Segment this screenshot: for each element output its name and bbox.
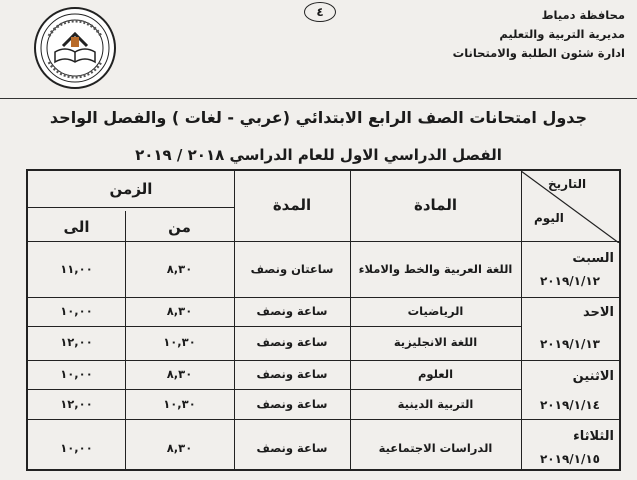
day-date: ٢٠١٩/١/١٢ bbox=[539, 274, 601, 288]
schedule-subtitle: الفصل الدراسي الاول للعام الدراسي ٢٠١٨ / ٢٠١٩ bbox=[135, 146, 502, 164]
issuer-block bbox=[425, 6, 625, 63]
header-divider bbox=[0, 98, 637, 99]
exam-duration: ساعتان ونصف bbox=[250, 262, 334, 276]
exam-subject: اللغة العربية والخط والاملاء bbox=[358, 262, 513, 276]
page-number: ٤ bbox=[304, 2, 336, 22]
department-name: ادارة شئون الطلبة والامتحانات bbox=[452, 46, 625, 60]
exam-start-time: ١٠,٣٠ bbox=[163, 335, 196, 349]
exam-subject: الرياضيات bbox=[407, 304, 464, 318]
day-date: ٢٠١٩/١/١٣ bbox=[539, 337, 601, 351]
header-to: الى bbox=[63, 218, 90, 236]
day-name: الاثنين bbox=[572, 369, 614, 384]
exam-duration: ساعة ونصف bbox=[256, 441, 328, 455]
header-duration: المدة bbox=[272, 196, 312, 214]
directorate-name: مديرية التربية والتعليم bbox=[499, 27, 625, 41]
day-date: ٢٠١٩/١/١٤ bbox=[539, 398, 601, 412]
header-day: اليوم bbox=[534, 211, 564, 225]
exam-subject: التربية الدينية bbox=[397, 397, 474, 411]
schedule-title: جدول امتحانات الصف الرابع الابتدائي (عربي - لغات ) والفصل الواحد bbox=[49, 108, 588, 127]
exam-start-time: ١٠,٣٠ bbox=[163, 397, 196, 411]
exam-end-time: ١٢,٠٠ bbox=[60, 335, 93, 349]
exam-duration: ساعة ونصف bbox=[256, 397, 328, 411]
day-name: الثلاثاء bbox=[573, 429, 614, 444]
exam-end-time: ١٠,٠٠ bbox=[60, 367, 93, 381]
exam-duration: ساعة ونصف bbox=[256, 367, 328, 381]
exam-end-time: ١٠,٠٠ bbox=[60, 441, 93, 455]
exam-start-time: ٨,٣٠ bbox=[166, 304, 193, 318]
exam-start-time: ٨,٣٠ bbox=[166, 367, 193, 381]
day-name: السبت bbox=[572, 251, 614, 266]
exam-start-time: ٨,٣٠ bbox=[166, 262, 193, 276]
exam-subject: العلوم bbox=[417, 367, 454, 381]
exam-subject: اللغة الانجليزية bbox=[393, 335, 478, 349]
exam-duration: ساعة ونصف bbox=[256, 304, 328, 318]
exam-duration: ساعة ونصف bbox=[256, 335, 328, 349]
directorate-logo-icon bbox=[33, 6, 117, 90]
header-from: من bbox=[168, 218, 191, 236]
exam-subject: الدراسات الاجتماعية bbox=[378, 441, 493, 455]
header-time: الزمن bbox=[109, 180, 153, 198]
day-date: ٢٠١٩/١/١٥ bbox=[539, 452, 601, 466]
header-date: التاريخ bbox=[548, 177, 587, 191]
exam-end-time: ١٢,٠٠ bbox=[60, 397, 93, 411]
day-name: الاحد bbox=[582, 305, 614, 320]
exam-end-time: ١٠,٠٠ bbox=[60, 304, 93, 318]
exam-end-time: ١١,٠٠ bbox=[60, 262, 93, 276]
governorate-name: محافظة دمياط bbox=[541, 8, 625, 22]
exam-start-time: ٨,٣٠ bbox=[166, 441, 193, 455]
header-subject: المادة bbox=[413, 196, 457, 214]
exam-table bbox=[26, 169, 621, 471]
